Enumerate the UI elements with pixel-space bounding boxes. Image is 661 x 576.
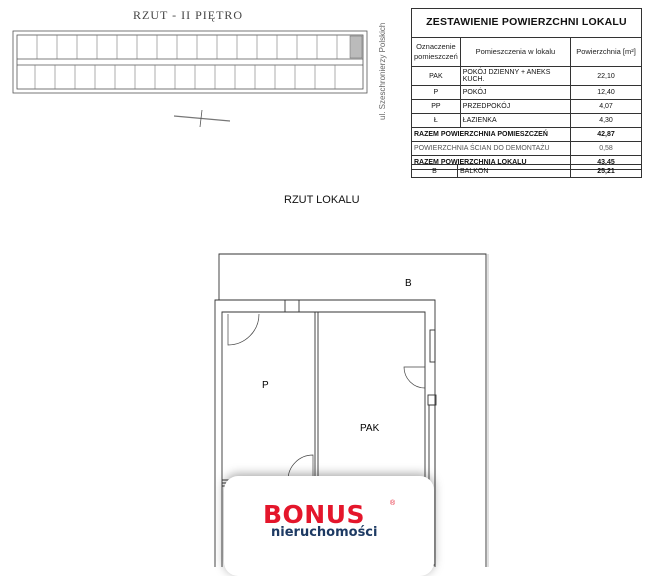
building-overview-plan <box>10 28 370 98</box>
overview-title: RZUT - II PIĘTRO <box>133 8 244 22</box>
street-label: ul. Szeschronierzy Polskich <box>378 22 387 120</box>
row-code: PP <box>412 100 460 114</box>
table-row <box>412 86 641 100</box>
brand-subtitle: nieruchomości <box>271 525 378 540</box>
table-row <box>412 67 641 86</box>
summary-label: RAZEM POWIERZCHNIA POMIESZCZEŃ <box>412 128 571 142</box>
area-summary-table <box>411 8 642 170</box>
header-code: Oznaczenie pomieszczeń <box>412 38 460 67</box>
room-label-balcony: B <box>405 278 412 289</box>
plan-title: RZUT LOKALU <box>284 194 360 206</box>
brand-logo: BONUS <box>263 500 366 529</box>
balcony-table <box>411 164 642 178</box>
row-room: POKÓJ DZIENNY + ANEKS KUCH. <box>460 67 570 86</box>
summary-row-walls <box>412 142 641 156</box>
table-title: ZESTAWIENIE POWIERZCHNI LOKALU <box>412 9 641 38</box>
row-room: BALKON <box>458 165 571 177</box>
summary-label: RAZEM POWIERZCHNIA LOKALU <box>412 156 571 170</box>
summary-row-rooms-total <box>412 128 641 142</box>
row-room: POKÓJ <box>460 86 570 100</box>
row-area: 4,30 <box>571 114 642 128</box>
header-area: Powierzchnia [m²] <box>571 38 642 67</box>
row-area: 22,10 <box>571 67 642 86</box>
header-room: Pomieszczenia w lokalu <box>460 38 570 67</box>
room-label-living: PAK <box>360 423 380 434</box>
row-room: PRZEDPOKÓJ <box>460 100 570 114</box>
table-row <box>412 114 641 128</box>
row-area: 12,40 <box>571 86 642 100</box>
row-code: PAK <box>412 67 460 86</box>
row-code: B <box>432 167 437 175</box>
row-area: 25,21 <box>571 165 642 177</box>
row-code: Ł <box>412 114 460 128</box>
row-code: P <box>412 86 460 100</box>
row-room: ŁAZIENKA <box>460 114 570 128</box>
table-row <box>412 100 641 114</box>
compass-icon <box>172 108 232 128</box>
summary-area: 0,58 <box>571 142 642 156</box>
summary-area: 42,87 <box>571 128 642 142</box>
room-label-room: P <box>262 380 269 391</box>
table-row <box>412 165 641 177</box>
registered-mark: ® <box>390 500 396 507</box>
summary-label: POWIERZCHNIA ŚCIAN DO DEMONTAŻU <box>412 142 571 156</box>
summary-area: 43,45 <box>571 156 642 170</box>
row-area: 4,07 <box>571 100 642 114</box>
